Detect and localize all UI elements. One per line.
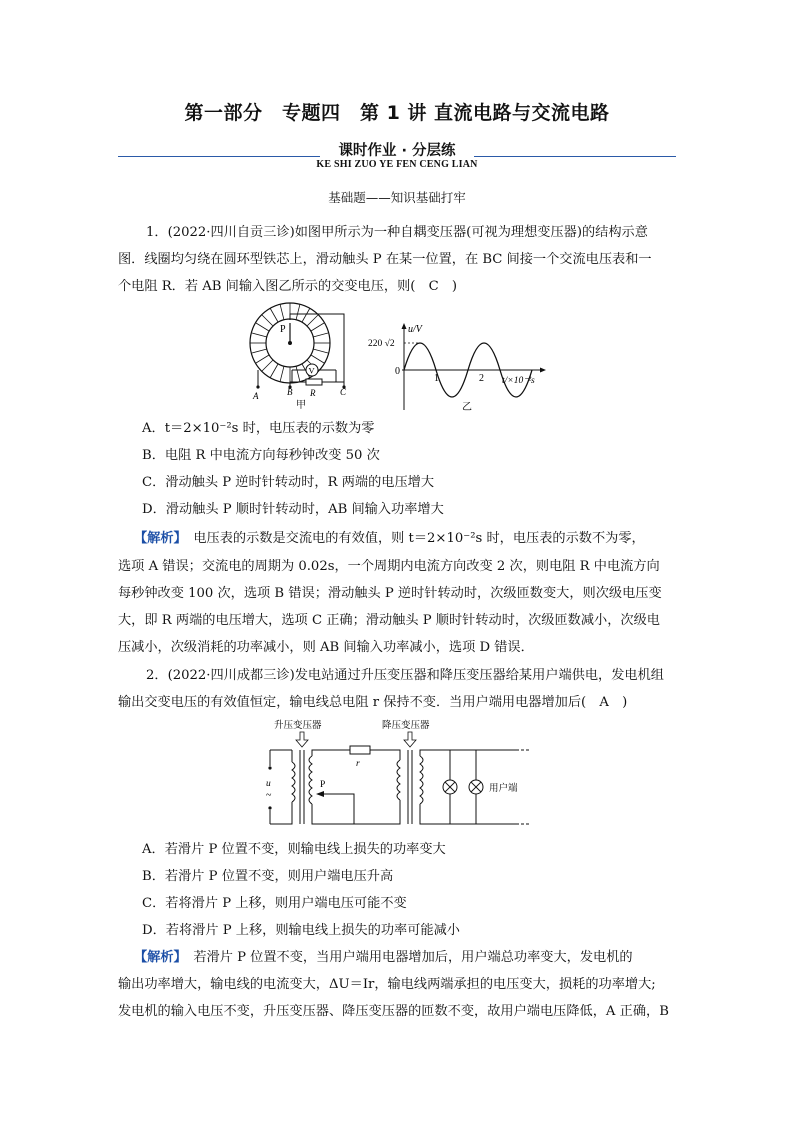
q1-analysis-line-4: 大，即 R 两端的电压增大，选项 C 正确；滑动触头 P 顺时针转动时，次级匝数减小，次级电 — [118, 613, 660, 628]
fig-yi-x-axis: t/×10⁻²s — [502, 376, 535, 386]
header-rule-right — [472, 156, 676, 157]
q2-option-b: B．若滑片 P 位置不变，则用户端电压升高 — [142, 869, 394, 884]
header-rule-left — [118, 156, 322, 157]
fig-yi-x-tick-2: 2 — [479, 373, 484, 384]
q2-analysis-label: 【解析】 — [134, 950, 181, 965]
section-title: 基础题——知识基础打牢 — [328, 190, 466, 205]
fig2-step-up-label: 升压变压器 — [274, 721, 322, 731]
q2-analysis-first-line — [134, 946, 633, 965]
q1-option-a: A．t＝2×10⁻²s 时，电压表的示数为零 — [142, 421, 375, 436]
q2-analysis-line-2: 输出功率增大，输电线的电流变大，ΔU＝Ir，输电线两端承担的电压变大，损耗的功率增大; — [118, 977, 656, 992]
band-subtitle: KE SHI ZUO YE FEN CENG LIAN — [316, 159, 478, 170]
q2-option-c: C．若将滑片 P 上移，则用户端电压可能不变 — [142, 896, 407, 911]
fig-jia-label-c: C — [340, 387, 347, 397]
fig-jia-label-r: R — [310, 388, 316, 398]
q1-line-3: 个电阻 R．若 AB 间输入图乙所示的交变电压，则( C ) — [118, 279, 458, 294]
q1-option-d: D．滑动触头 P 顺时针转动时，AB 间输入功率增大 — [142, 502, 444, 517]
fig-yi-y-tick: 220 √2 — [368, 339, 395, 349]
fig-jia-label-b: B — [287, 387, 293, 397]
q1-analysis-line-3: 每秒钟改变 100 次，选项 B 错误；滑动触头 P 逆时针转动时，次级匝数变大，则次级电压变 — [118, 586, 662, 601]
fig-jia-caption: 甲 — [296, 400, 306, 411]
q1-analysis-text-1: 电压表的示数是交流电的有效值，则 t＝2×10⁻²s 时，电压表的示数不为零， — [180, 531, 645, 546]
q2-analysis-line-3: 发电机的输入电压不变，升压变压器、降压变压器的匝数不变，故用户端电压降低，A 正确，B — [118, 1004, 669, 1019]
page-title: 第一部分 专题四 第 1 讲 直流电路与交流电路 — [184, 102, 610, 124]
q2-analysis-text-1: 若滑片 P 位置不变，当用户端用电器增加后，用户端总功率变大，发电机的 — [180, 950, 633, 965]
fig2-label-ac: ~ — [266, 790, 272, 801]
fig2-user-end-label: 用户端 — [489, 784, 518, 794]
fig2-step-down-label: 降压变压器 — [382, 721, 430, 731]
q2-circuit-figure — [262, 716, 532, 834]
q1-analysis-line-5: 压减小，次级消耗的功率减小，则 AB 间输入功率减小，选项 D 错误． — [118, 640, 534, 655]
fig-yi-y-axis: u/V — [408, 324, 422, 335]
fig-jia-label-a: A — [253, 391, 259, 401]
fig-yi-origin: 0 — [395, 366, 400, 377]
q1-figure-jia — [244, 300, 358, 412]
fig-yi-caption: 乙 — [462, 402, 472, 413]
q2-option-a: A．若滑片 P 位置不变，则输电线上损失的功率变大 — [142, 842, 446, 857]
fig-jia-label-p: P — [280, 324, 286, 335]
fig2-label-r: r — [356, 759, 360, 769]
q2-option-d: D．若将滑片 P 上移，则输电线上损失的功率可能减小 — [142, 923, 460, 938]
q1-option-b: B．电阻 R 中电流方向每秒钟改变 50 次 — [142, 448, 380, 463]
q1-analysis-first-line — [134, 527, 645, 546]
fig2-label-u: u — [266, 779, 271, 789]
band-title: 课时作业 · 分层练 — [320, 139, 474, 159]
q1-line-1: 1．(2022·四川自贡三诊)如图甲所示为一种自耦变压器(可视为理想变压器)的结构示意 — [146, 225, 648, 240]
q1-figure-yi — [366, 320, 554, 416]
q1-option-c: C．滑动触头 P 逆时针转动时，R 两端的电压增大 — [142, 475, 435, 490]
fig2-label-p: P — [320, 780, 326, 790]
q1-analysis-label: 【解析】 — [134, 531, 181, 546]
q2-line-2: 输出交变电压的有效值恒定，输电线总电阻 r 保持不变．当用户端用电器增加后( A ) — [118, 695, 628, 710]
q1-analysis-line-2: 选项 A 错误；交流电的周期为 0.02s，一个周期内电流方向改变 2 次，则电阻 R 中电流方向 — [118, 559, 660, 574]
q2-line-1: 2．(2022·四川成都三诊)发电站通过升压变压器和降压变压器给某用户端供电，发电机组 — [146, 668, 664, 683]
q1-line-2: 图．线圈均匀绕在圆环型铁芯上，滑动触头 P 在某一位置，在 BC 间接一个交流电压表和一 — [118, 252, 652, 267]
fig-jia-label-v: V — [308, 365, 315, 376]
fig-yi-x-tick-1: 1 — [434, 373, 439, 384]
